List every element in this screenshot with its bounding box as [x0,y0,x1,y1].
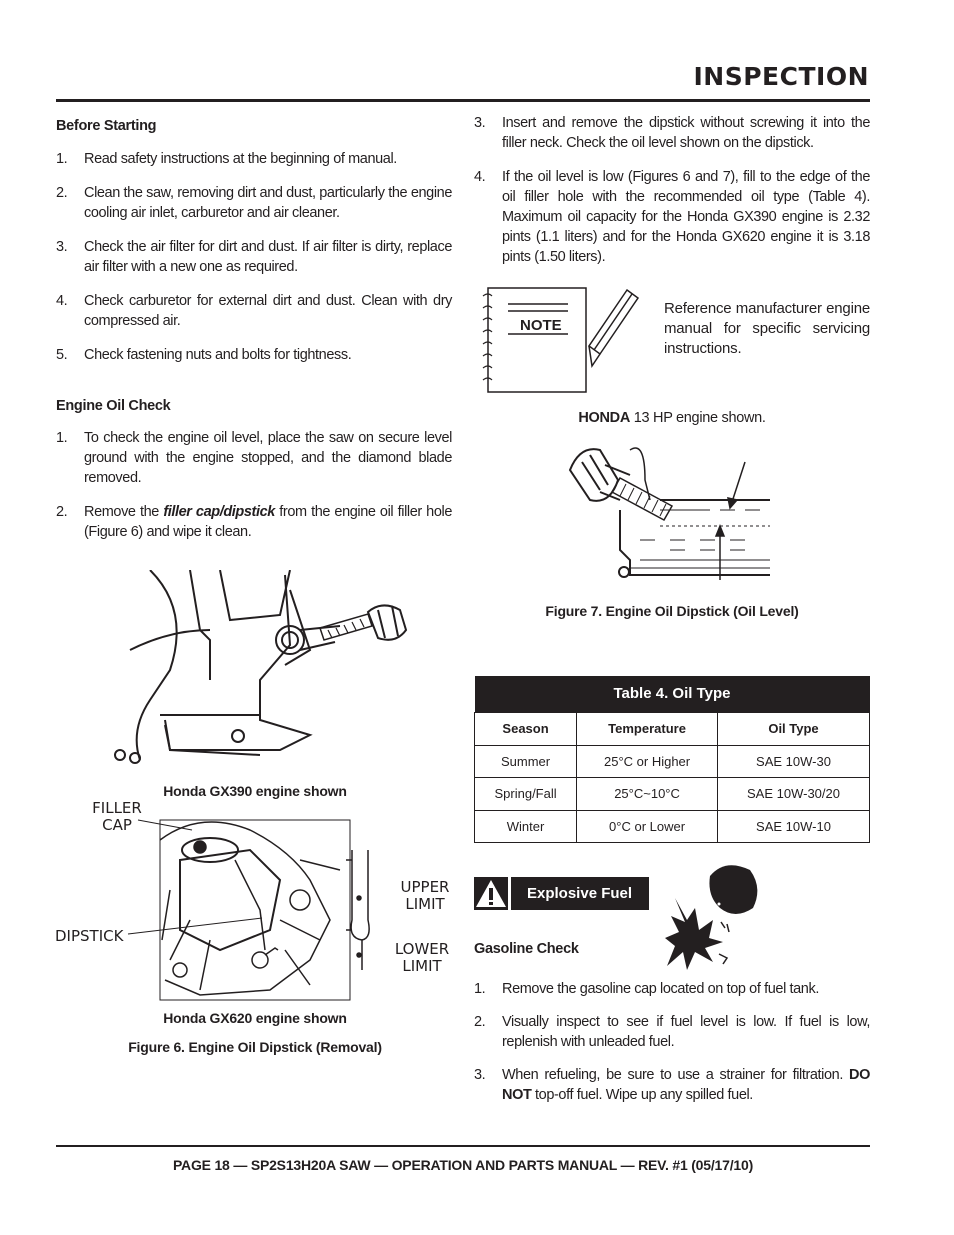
table-cell: SAE 10W-30 [718,745,870,778]
list-text: Visually inspect to see if fuel level is low. If fuel is low, replenish with unleaded fuel. [502,1014,870,1050]
list-item [56,149,452,169]
list-text: Clean the saw, removing dirt and dust, particularly the engine cooling air inlet, carburetor and air cleaner. [84,185,452,221]
list-text: Check fastening nuts and bolts for tightness. [84,347,352,363]
left-column [56,118,452,542]
list-item [56,291,452,331]
oil-type-table [474,676,870,843]
list-item [56,183,452,223]
list-item [56,428,452,488]
list-item [474,113,870,153]
note-label: NOTE [520,317,562,334]
list-number: 2. [56,504,68,520]
honda-caption-rest: 13 HP engine shown. [630,410,766,426]
list-text-post: top-off fuel. Wipe up any spilled fuel. [531,1087,753,1103]
table-cell: SAE 10W-10 [718,810,870,843]
list-text: Check the air filter for dirt and dust. If air filter is dirty, replace air filter with a new one as required. [84,239,452,275]
list-number: 4. [56,293,68,309]
page-title: INSPECTION [693,62,869,91]
table-header-season: Season [475,712,577,745]
filler-label: FILLER [92,799,142,817]
list-number: 3. [474,115,486,131]
table-cell: 25°C~10°C [577,778,718,811]
list-number: 3. [474,1067,486,1083]
oil-level-dipstick-illustration [560,440,780,590]
list-item [474,1012,870,1052]
list-number: 3. [56,239,68,255]
list-item [474,979,870,999]
list-text-pre: Remove the [84,504,164,520]
list-item [474,167,870,267]
cap-label: CAP [102,816,132,834]
list-item [474,1065,870,1105]
list-number: 1. [56,151,68,167]
table-cell: Spring/Fall [475,778,577,811]
figure-6-caption: Figure 6. Engine Oil Dipstick (Removal) [128,1039,382,1055]
table-row [475,810,870,843]
list-text-post: from the engine oil filler hole (Figure 6) and wipe it clean. [84,504,452,540]
before-starting-list [56,149,452,365]
table-cell: 25°C or Higher [577,745,718,778]
table-header-row [475,712,870,745]
gx620-caption: Honda GX620 engine shown [163,1010,347,1026]
list-text-emphasis: filler cap/dipstick [163,504,275,520]
lower-limit-text: LIMIT [402,957,442,975]
table-cell: SAE 10W-30/20 [718,778,870,811]
list-text: Insert and remove the dipstick without screwing it into the filler neck. Check the oil level shown on the dipstick. [502,115,870,151]
upper-label: UPPER [400,878,450,896]
table-cell: 0°C or Lower [577,810,718,843]
right-column [474,113,870,267]
lower-label: LOWER [394,940,450,958]
list-text: Read safety instructions at the beginning of manual. [84,151,397,167]
list-number: 2. [56,185,68,201]
gx390-engine-illustration [110,570,420,775]
filler-cap-label [90,800,144,834]
figure-7-caption: Figure 7. Engine Oil Dipstick (Oil Level) [545,603,799,619]
table-row [475,745,870,778]
list-item [56,345,452,365]
list-text: Remove the gasoline cap located on top of fuel tank. [502,981,819,997]
upper-limit-text: LIMIT [405,895,445,913]
table-header-temperature: Temperature [577,712,718,745]
note-text: Reference manufacturer engine manual for specific servicing instructions. [664,300,870,357]
table-cell: Summer [475,745,577,778]
gx390-caption: Honda GX390 engine shown [163,783,347,799]
warning-label: Explosive Fuel [511,877,649,910]
header-rule [56,99,870,102]
before-starting-heading: Before Starting [56,118,157,134]
honda-brand: HONDA [578,410,631,426]
list-number: 4. [474,169,486,185]
list-text: If the oil level is low (Figures 6 and 7), fill to the edge of the oil filler hole with the recommended oil type (Table 4). Maximum oil capacity for the Honda GX390 engine is 2.32 pints (1.1 liters) and for the Honda GX620 engine it is 3.18 pints (1.50 liters). [502,169,870,265]
list-number: 5. [56,347,68,363]
list-item [56,502,452,542]
note-notebook-icon [480,284,650,396]
list-text-bold: DO NOT [502,1067,870,1103]
gasoline-check-heading: Gasoline Check [474,941,579,957]
table-cell: Winter [475,810,577,843]
list-text: Check carburetor for external dirt and dust. Clean with dry compressed air. [84,293,452,329]
explosive-fuel-warning [474,877,649,910]
engine-oil-heading: Engine Oil Check [56,398,171,414]
lower-limit-label [394,941,450,975]
list-item [56,237,452,277]
footer-rule [56,1145,870,1147]
list-number: 1. [474,981,486,997]
upper-limit-label [398,879,452,913]
warning-triangle-icon [474,877,508,910]
table-title: Table 4. Oil Type [475,676,870,712]
list-number: 2. [474,1014,486,1030]
gasoline-check-section [474,941,870,1105]
list-number: 1. [56,430,68,446]
table-row [475,778,870,811]
table-header-oil-type: Oil Type [718,712,870,745]
page-footer: PAGE 18 — SP2S13H20A SAW — OPERATION AND PARTS MANUAL — REV. #1 (05/17/10) [172,1157,754,1173]
dipstick-label: DIPSTICK [55,927,124,945]
honda-engine-caption [474,410,870,426]
list-text: To check the engine oil level, place the saw on secure level ground with the engine stopped, and the diamond blade removed. [84,430,452,486]
list-text-pre: When refueling, be sure to use a strainer for filtration. [502,1067,850,1083]
